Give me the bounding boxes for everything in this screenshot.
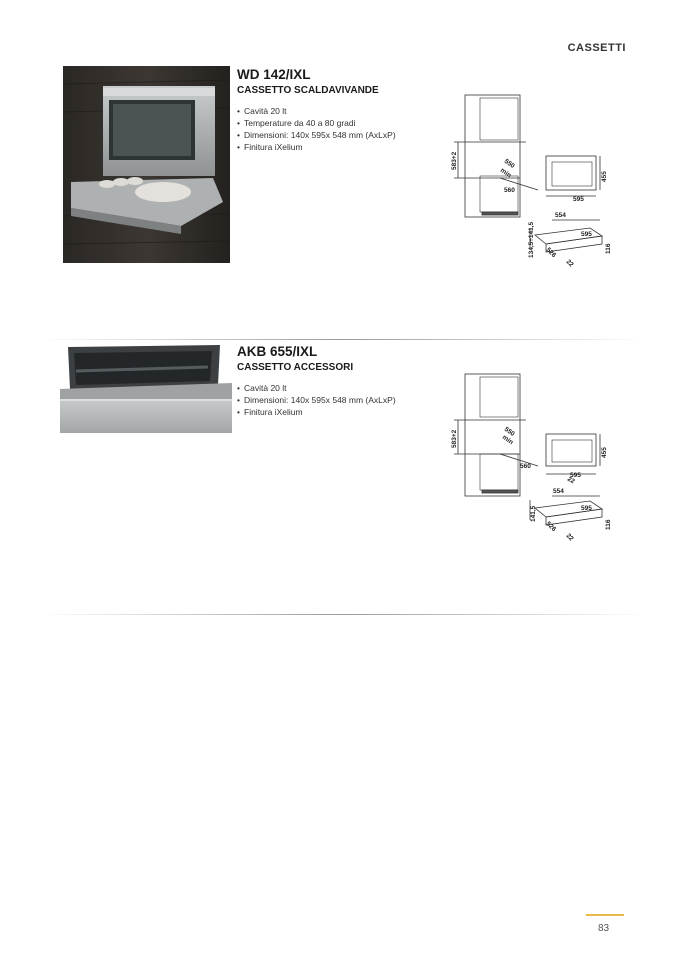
- product-type: CASSETTO ACCESSORI: [237, 362, 354, 373]
- feature-list: [237, 105, 437, 153]
- dimension-label: 554: [553, 488, 564, 495]
- feature-item: • Cavità 20 lt: [237, 105, 437, 117]
- product-code: WD 142/IXL: [237, 67, 311, 82]
- dimension-label: min: [500, 433, 515, 447]
- dimension-label: 583+2: [451, 151, 458, 170]
- dimension-label: 595: [570, 472, 581, 479]
- feature-item: • Dimensioni: 140x 595x 548 mm (AxLxP): [237, 394, 437, 406]
- feature-item: • Finitura iXelium: [237, 406, 437, 418]
- dimension-label: 134,5÷141,5: [528, 221, 535, 258]
- product-photo-akb655: [60, 343, 232, 433]
- dimension-label: 22: [566, 475, 576, 486]
- feature-item: • Dimensioni: 140x 595x 548 mm (AxLxP): [237, 129, 437, 141]
- dimension-label: 550: [502, 425, 516, 438]
- dimension-label: 455: [601, 447, 608, 458]
- dimension-label: 560: [520, 463, 531, 470]
- dimension-label: 550: [502, 157, 516, 170]
- dimension-label: 526: [544, 520, 558, 534]
- page-accent-line: [586, 914, 624, 916]
- feature-list: [237, 382, 437, 418]
- page-number: 83: [598, 923, 610, 934]
- dimension-label: 583+2: [451, 429, 458, 448]
- feature-item: • Temperature da 40 a 80 gradi: [237, 117, 437, 129]
- dimension-label: 595: [573, 196, 584, 203]
- product-photo-wd142: [63, 66, 230, 263]
- section-label: CASSETTI: [567, 42, 626, 54]
- technical-drawing-akb655: [440, 370, 620, 550]
- dimension-label: 595: [581, 505, 592, 512]
- dimension-label: 560: [504, 187, 515, 194]
- technical-drawing-wd142: [440, 90, 620, 270]
- dimension-label: 22: [564, 258, 575, 269]
- dimension-label: 116: [605, 519, 612, 530]
- feature-item: • Cavità 20 lt: [237, 382, 437, 394]
- dimension-label: 526: [544, 246, 558, 260]
- dimension-label: 22: [564, 532, 575, 543]
- dimension-label: 141,5: [530, 505, 537, 522]
- feature-item: • Finitura iXelium: [237, 141, 437, 153]
- product-akb655: [237, 344, 437, 418]
- section-divider: [40, 339, 646, 340]
- dimension-label: min: [498, 166, 513, 180]
- product-code: AKB 655/IXL: [237, 344, 318, 359]
- section-divider: [40, 614, 646, 615]
- product-type: CASSETTO SCALDAVIVANDE: [237, 85, 379, 96]
- dimension-label: 116: [605, 243, 612, 254]
- dimension-label: 554: [555, 212, 566, 219]
- dimension-label: 595: [581, 231, 592, 238]
- product-wd142: [237, 67, 437, 153]
- dimension-label: 455: [601, 171, 608, 182]
